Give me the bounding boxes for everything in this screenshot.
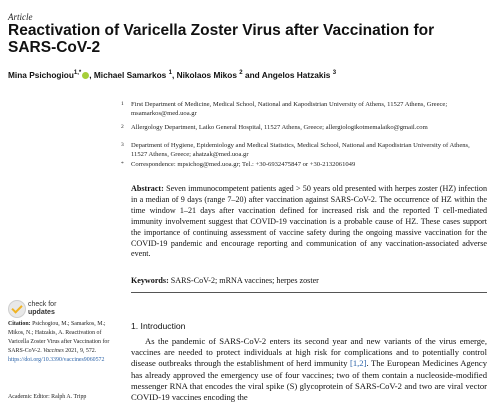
affiliation (121, 142, 486, 159)
author-affiliation-mark: 1 (168, 70, 172, 77)
section-divider (131, 292, 487, 293)
author-list: Mina Psichogiou$^{1,*}$ , Michael Samarkos $^1$, Nikolaos Mikos $^2$ and Angelos Hatzakis $^3$ (8, 70, 337, 80)
citation-page: 572. (85, 348, 97, 354)
section-heading: 1. Introduction (131, 321, 186, 331)
citation-doi-link[interactable]: https://doi.org/10.3390/vaccines9060572 (8, 357, 105, 363)
badge-line-2: updates (28, 308, 55, 316)
keywords-text: SARS-CoV-2; mRNA vaccines; herpes zoster (170, 276, 319, 285)
academic-editor: Academic Editor: Ralph A. Tripp (8, 394, 87, 400)
citation-year-volume: 2021, 9, (65, 348, 85, 354)
citation-label: Citation: (8, 321, 31, 327)
affiliation-text: Department of Hygiene, Epidemiology and Medical Statistics, Medical School, National and Kapodistrian University of Athens, 11527 Athens, Greece; ahatzak@med.uoa.gr (131, 142, 470, 158)
paper-title: Reactivation of Varicella Zoster Virus after Vaccination for SARS-CoV-2 (8, 22, 435, 56)
affiliation-number: 2 (121, 124, 124, 130)
affiliation-number: 3 (121, 142, 124, 148)
affiliation-number: * (121, 161, 124, 167)
affiliation (121, 101, 486, 118)
author-affiliation-mark: 3 (332, 70, 337, 77)
author-name[interactable]: Michael Samarkos (93, 70, 167, 80)
author-affiliation-mark: 1,* (73, 70, 82, 77)
intro-text-part-2: . The European Medicines Agency has already approved the emergency use of four vaccines; two of them contain a nucleoside-modified messenger RNA that encodes the viral spike (S) glycoprotein of SARS-CoV-2 and two are viral vector COVID-19 vaccines encoding the (131, 358, 488, 403)
citation-journal: Vaccines (43, 348, 64, 354)
check-for-updates-badge[interactable] (8, 300, 68, 320)
keywords (131, 276, 487, 285)
author-name[interactable]: Angelos Hatzakis (261, 70, 331, 80)
introduction-text (131, 336, 487, 403)
citation-authors: Psichogiou, M.; Samarkos, M.; Mikos, N.; Hatzakis, A. (8, 321, 106, 336)
author-conjunction: and (244, 70, 260, 80)
correspondence-text: Correspondence: mpsichog@med.uoa.gr; Tel.: +30-6932475847 or +30-2132061049 (131, 161, 356, 168)
abstract-label: Abstract: (131, 184, 164, 193)
affiliation-text: First Department of Medicine, Medical School, National and Kapodistrian University of Athens, 11527 Athens, Greece; msamarkos@med.uoa.gr (131, 101, 448, 117)
author-name[interactable]: Nikolaos Mikos (176, 70, 237, 80)
affiliation-text: Allergology Department, Laiko General Hospital, 11527 Athens, Greece; allergiologikotmemalaiko@gmail.com (131, 124, 428, 131)
affiliation-number: 1 (121, 101, 124, 107)
orcid-icon[interactable] (82, 72, 89, 79)
reference-link[interactable]: [1,2] (350, 358, 367, 369)
abstract (131, 184, 487, 260)
intro-text-part-1: As the pandemic of SARS-CoV-2 enters its second year and new variants of the virus emerge, vaccines are needed to protect individuals at high risk for complications and to potentially control disease outbreaks through the establishment of herd immunity (131, 336, 487, 369)
article-type-label: Article (8, 12, 33, 22)
citation-title: Reactivation of Varicella Zoster Virus after Vaccination for SARS-CoV-2. (8, 330, 110, 354)
abstract-text: Seven immunocompetent patients aged > 50 years old presented with herpes zoster (HZ) infection in a median of 9 days (range 7–20) after vaccination against SARS-CoV-2. The occurrence of HZ within the time window 1–21 days after vaccination defined for increased risk and the reported T cell-mediated immunity involvement suggest that COVID-19 vaccination is a probable cause of HZ. These cases support the importance of continuing assessment of vaccine safety during the ongoing massive vaccination for the COVID-19 pandemic and encourage reporting and communication of any vaccination-associated adverse event. (131, 184, 487, 259)
badge-line-1: check for (28, 301, 57, 308)
check-for-updates-icon (8, 300, 26, 318)
affiliation (121, 124, 486, 133)
author-affiliation-mark: 2 (239, 70, 243, 77)
check-for-updates-text (28, 301, 56, 316)
citation-block (8, 320, 120, 365)
author-name[interactable]: Mina Psichogiou (8, 70, 74, 80)
keywords-label: Keywords: (131, 276, 169, 285)
correspondence (121, 161, 486, 170)
